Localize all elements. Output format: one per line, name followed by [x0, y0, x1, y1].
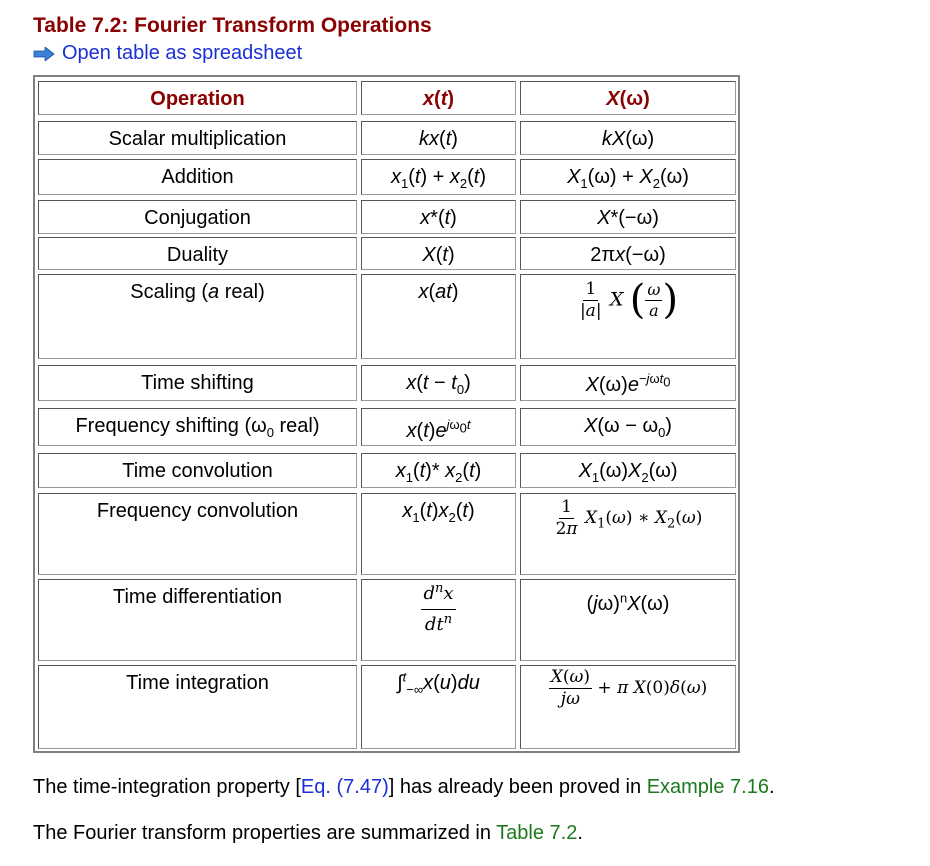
header-Xw: X(ω)	[520, 81, 736, 115]
open-spreadsheet-link[interactable]	[33, 42, 302, 65]
table-row-Xw: $X_1(\omega)X_2(\omega)$	[520, 453, 736, 488]
header-xt: x(t)	[361, 81, 516, 115]
eq-7-47-link[interactable]: Eq. (7.47)	[300, 776, 389, 798]
table-row-xt: $\frac{d^nx}{dt^n}$	[361, 579, 516, 661]
table-row-Xw: X*(−ω)	[520, 200, 736, 234]
table-row-xt: ∫$^t_{-\infty}$x(u)du	[361, 665, 516, 749]
table-row-xt: $x_1(t)*$ $x_2(t)$	[361, 453, 516, 488]
table-row-xt: $x(t - t_0)$	[361, 365, 516, 401]
table-title: Table 7.2: Fourier Transform Operations	[33, 14, 432, 37]
table-row-Xw: $X(\omega)e^{-j\omega t_0}$	[520, 365, 736, 401]
open-spreadsheet-label: Open table as spreadsheet	[62, 42, 303, 64]
table-row-operation: Scalar multiplication	[38, 121, 357, 155]
example-7-16-link[interactable]: Example 7.16	[646, 776, 769, 798]
table-row-Xw: 2πx(−ω)	[520, 237, 736, 270]
table-row-Xw: $(j\omega)^nX(\omega)$	[520, 579, 736, 661]
table-row-operation: Frequency convolution	[38, 493, 357, 575]
table-row-operation: Addition	[38, 159, 357, 195]
paragraph-text: .	[768, 776, 775, 798]
table-row-operation: Frequency shifting ($\omega_0$ real)	[38, 408, 357, 446]
table-row-operation: Duality	[38, 237, 357, 270]
paragraph-time-integration	[33, 776, 775, 799]
header-operation: Operation	[38, 81, 357, 115]
table-row-operation: Time differentiation	[38, 579, 357, 661]
table-row-Xw: $X(\omega - \omega_0)$	[520, 408, 736, 446]
table-row-xt: $x(t)e^{j\omega_0t}$	[361, 408, 516, 446]
table-row-xt: $x_1(t)x_2(t)$	[361, 493, 516, 575]
paragraph-text: The Fourier transform properties are summarized in	[33, 822, 497, 844]
paragraph-text: ] has already been proved in	[388, 776, 647, 798]
table-row-Xw: $X_1(\omega) + X_2(\omega)$	[520, 159, 736, 195]
table-row-Xw: $\frac{X(\omega)}{j\omega}$ + π X(0)δ(ω)	[520, 665, 736, 749]
table-row-operation: Scaling (a real)	[38, 274, 357, 359]
table-row-Xw: $\frac{1}{|a|}$ X ( $\frac{\omega}{a}$ )	[520, 274, 736, 359]
arrow-right-icon	[33, 47, 55, 61]
table-row-Xw: kX(ω)	[520, 121, 736, 155]
table-row-operation: Time convolution	[38, 453, 357, 488]
table-row-xt: X(t)	[361, 237, 516, 270]
paragraph-text: The time-integration property [	[33, 776, 301, 798]
paragraph-summary	[33, 822, 583, 845]
table-row-operation: Conjugation	[38, 200, 357, 234]
table-row-xt: $x_1(t) + x_2(t)$	[361, 159, 516, 195]
fourier-operations-table	[33, 75, 740, 753]
table-row-operation: Time integration	[38, 665, 357, 749]
table-row-Xw: $\frac{1}{2\pi}$ $X_1(\omega)$ ∗ $X_2(\omega)$	[520, 493, 736, 575]
table-row-xt: kx(t)	[361, 121, 516, 155]
table-row-xt: x(at)	[361, 274, 516, 359]
table-row-xt: x*(t)	[361, 200, 516, 234]
table-7-2-link[interactable]: Table 7.2	[496, 822, 578, 844]
table-row-operation: Time shifting	[38, 365, 357, 401]
paragraph-text: .	[577, 822, 583, 844]
